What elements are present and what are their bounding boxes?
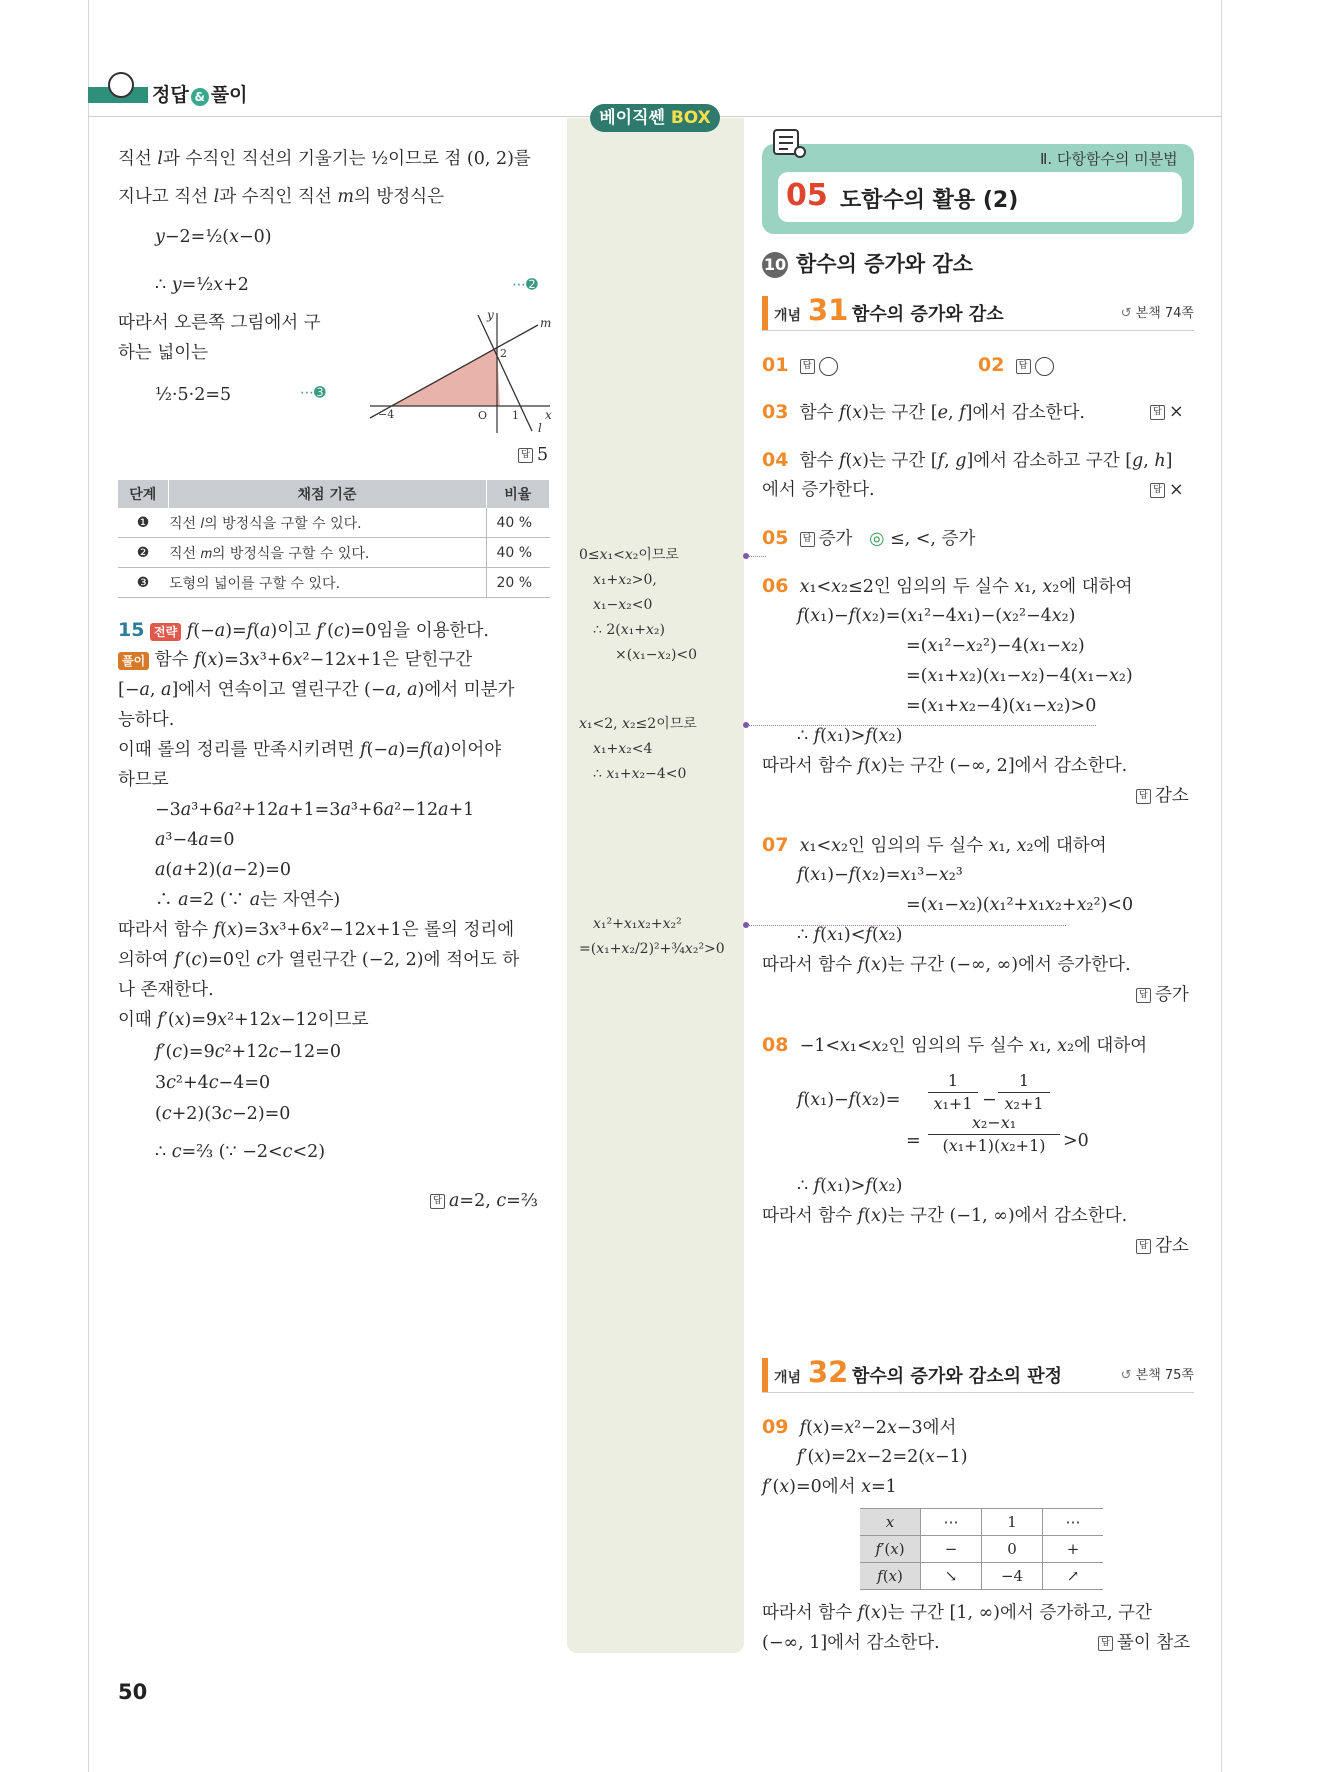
concept-title: 함수의 증가와 감소의 판정 (852, 1366, 1063, 1387)
q08-l1: −1<𝑥₁<𝑥₂인 임의의 두 실수 𝑥₁, 𝑥₂에 대하여 (799, 1036, 1148, 1056)
q08-l5: 따라서 함수 𝑓(𝑥)는 구간 (−1, ∞)에서 감소한다. (762, 1206, 1128, 1226)
step-marker-3: ⋯➌ (300, 385, 326, 401)
solution-tag: 풀이 (118, 652, 149, 670)
sign-cell: 𝑓(𝑥) (860, 1563, 921, 1590)
step-cell: ❸ (118, 568, 168, 598)
p15-s16: (𝑐+2)(3𝑐−2)=0 (155, 1104, 291, 1124)
q09-answer-value: 풀이 참조 (1117, 1633, 1191, 1653)
p15-s2: [−𝑎, 𝑎]에서 연속이고 열린구간 (−𝑎, 𝑎)에서 미분가 (118, 680, 515, 700)
p15-s3: 능하다. (118, 710, 175, 730)
side-note-1-connector (746, 556, 766, 557)
side-note-3-line: =(𝑥₁+𝑥₂/2)²+¾𝑥₂²>0 (579, 941, 725, 957)
criterion-cell: 직선 𝑚의 방정식을 구할 수 있다. (168, 538, 486, 568)
q08-l2a: 𝑓(𝑥₁)−𝑓(𝑥₂)= (797, 1090, 901, 1110)
q09-l2: 𝑓′(𝑥)=2𝑥−2=2(𝑥−1) (797, 1447, 968, 1467)
concept-title: 함수의 증가와 감소 (852, 304, 1004, 325)
side-note-3 (579, 912, 725, 962)
side-note-3-dot (743, 922, 749, 928)
q09-answer (1098, 1628, 1190, 1658)
q03-number: 03 (762, 401, 789, 423)
side-note-1-line: ∴ 2(𝑥₁+𝑥₂) (593, 622, 665, 638)
q04-text: 함수 𝑓(𝑥)는 구간 [𝑓, 𝑔]에서 감소하고 구간 [𝑔, ℎ] (799, 451, 1173, 471)
q08-fraction-1 (928, 1070, 978, 1115)
side-note-2 (579, 712, 697, 787)
concept-number: 31 (808, 293, 849, 327)
box-label-b: BOX (670, 108, 711, 128)
q06-l2: 𝑓(𝑥₁)−𝑓(𝑥₂)=(𝑥₁²−4𝑥₁)−(𝑥₂²−4𝑥₂) (797, 606, 1076, 626)
q06-line-1 (762, 571, 1133, 602)
q03-line (762, 397, 1085, 428)
q04-answer-value: × (1169, 480, 1184, 500)
left-eq-1: 𝑦−2=½(𝑥−0) (155, 227, 272, 247)
concept-32-header (762, 1355, 1194, 1393)
ratio-cell: 40 % (486, 508, 550, 538)
circle-mark-icon (1035, 357, 1054, 376)
graph-l-label: 𝑙 (538, 421, 542, 435)
q05-number: 05 (762, 527, 789, 549)
answer-icon: 답 (430, 1194, 445, 1209)
q06-l3: =(𝑥₁²−𝑥₂²)−4(𝑥₁−𝑥₂) (906, 636, 1085, 656)
concept-number: 32 (808, 1355, 849, 1389)
scoring-table (118, 480, 550, 598)
scroll-icon (770, 126, 810, 160)
sign-cell: ⋯ (921, 1509, 982, 1536)
book-reference-text: 본책 75쪽 (1135, 1368, 1194, 1383)
step-marker-2: ⋯➋ (512, 277, 538, 293)
q08-fraction-3 (928, 1112, 1060, 1157)
circle-mark-icon (819, 357, 838, 376)
concept-label: 개념 (774, 308, 802, 324)
q05-answer: 증가 (818, 529, 853, 549)
table-row (118, 538, 550, 568)
table-row (860, 1536, 1103, 1563)
q05-line (762, 523, 975, 554)
q02-number: 02 (978, 354, 1005, 376)
side-note-1-line: ×(𝑥₁−𝑥₂)<0 (615, 647, 698, 663)
q09-l1: 𝑓(𝑥)=𝑥²−2𝑥−3에서 (799, 1418, 957, 1438)
side-note-1 (579, 543, 697, 668)
side-note-2-line: ∴ 𝑥₁+𝑥₂−4<0 (593, 766, 687, 782)
topic-number: 10 (762, 252, 788, 278)
graph-label-2: 2 (500, 347, 507, 360)
answer-15 (430, 1186, 538, 1216)
answer-icon: 답 (1136, 1239, 1151, 1254)
q09-l4: 따라서 함수 𝑓(𝑥)는 구간 [1, ∞)에서 증가하고, 구간 (762, 1603, 1152, 1623)
section-title: 도함수의 활용 (2) (840, 188, 1019, 213)
q08-f2-denominator: 𝑥₂+1 (1004, 1094, 1044, 1113)
q08-gt: >0 (1063, 1131, 1089, 1151)
p15-s5: 하므로 (118, 770, 169, 790)
q04-text-2: 에서 증가한다. (762, 480, 875, 500)
target-icon: ◎ (869, 529, 885, 549)
p15-s12: 나 존재한다. (118, 980, 214, 1000)
header-title (152, 80, 247, 107)
p15-s11: 의하여 𝑓′(𝑐)=0인 𝑐가 열린구간 (−2, 2)에 적어도 하 (118, 950, 520, 970)
step-cell: ❷ (118, 538, 168, 568)
box-label-a: 베이직쎈 (599, 108, 671, 128)
p15-s14: 𝑓′(𝑐)=9𝑐²+12𝑐−12=0 (155, 1042, 341, 1062)
q06-l7: 따라서 함수 𝑓(𝑥)는 구간 (−∞, 2]에서 감소한다. (762, 756, 1128, 776)
q06-l1: 𝑥₁<𝑥₂≤2인 임의의 두 실수 𝑥₁, 𝑥₂에 대하여 (799, 577, 1133, 597)
q07-l1: 𝑥₁<𝑥₂인 임의의 두 실수 𝑥₁, 𝑥₂에 대하여 (799, 836, 1107, 856)
q08-f1-numerator: 1 (928, 1070, 978, 1093)
p15-s17: ∴ 𝑐=⅔ (∵ −2<𝑐<2) (155, 1142, 326, 1162)
book-reference: ↺ 본책 75쪽 (1120, 1368, 1194, 1383)
problem-15-line-1 (118, 645, 472, 675)
side-note-2-dot (743, 722, 749, 728)
q03-answer (1150, 397, 1184, 427)
answer-icon: 답 (1016, 359, 1031, 374)
q08-f1-denominator: 𝑥₁+1 (933, 1094, 973, 1113)
answer-15-value: 𝑎=2, 𝑐=⅔ (449, 1191, 538, 1211)
answer-icon: 답 (800, 359, 815, 374)
q01-line (762, 350, 838, 381)
sign-cell: 0 (982, 1536, 1043, 1563)
step-cell: ❶ (118, 508, 168, 538)
q08-answer-value: 감소 (1155, 1236, 1189, 1256)
q08-f3-denominator: (𝑥₁+1)(𝑥₂+1) (942, 1136, 1046, 1155)
q09-line-1 (762, 1412, 956, 1443)
q03-text: 함수 𝑓(𝑥)는 구간 [𝑒, 𝑓]에서 감소한다. (799, 403, 1085, 423)
q06-l5: =(𝑥₁+𝑥₂−4)(𝑥₁−𝑥₂)>0 (906, 696, 1097, 716)
answer-icon: 답 (1098, 1636, 1113, 1651)
p15-s4: 이때 롤의 정리를 만족시키려면 𝑓(−𝑎)=𝑓(𝑎)이어야 (118, 740, 502, 760)
header-amp: & (191, 88, 209, 106)
q04-line (762, 445, 1172, 476)
header-title-b: 풀이 (210, 84, 248, 106)
scoring-header-criterion: 채점 기준 (168, 480, 486, 508)
p15-s9: ∴ 𝑎=2 (∵ 𝑎는 자연수) (155, 890, 341, 910)
side-note-2-line: 𝑥₁+𝑥₂<4 (593, 741, 653, 757)
q06-answer-value: 감소 (1155, 786, 1189, 806)
graph-y-label: 𝑦 (487, 308, 494, 322)
topic-title: 함수의 증가와 감소 (796, 252, 973, 276)
concept-31-header (762, 293, 1194, 331)
q08-fraction-2 (998, 1070, 1050, 1115)
q06-number: 06 (762, 575, 789, 597)
sign-table (860, 1508, 1103, 1590)
header-title-a: 정답 (152, 84, 189, 106)
criterion-cell: 직선 𝑙의 방정식을 구할 수 있다. (168, 508, 486, 538)
side-note-3-line: 𝑥₁²+𝑥₁𝑥₂+𝑥₂² (593, 916, 682, 932)
q06-l6: ∴ 𝑓(𝑥₁)>𝑓(𝑥₂) (797, 726, 903, 746)
chapter-label: Ⅱ. 다항함수의 미분법 (1040, 150, 1178, 168)
graph-origin: O (478, 409, 488, 422)
left-line-6: 하는 넓이는 (118, 343, 209, 363)
basic-box-badge (590, 104, 720, 132)
sign-cell: ⋯ (1043, 1509, 1104, 1536)
graph-m-label: 𝑚 (540, 316, 552, 330)
problem-15-strategy-line (118, 615, 489, 646)
q09-number: 09 (762, 1416, 789, 1438)
q08-l4: ∴ 𝑓(𝑥₁)>𝑓(𝑥₂) (797, 1176, 903, 1196)
q07-answer-value: 증가 (1155, 985, 1189, 1005)
p15-s15: 3𝑐²+4𝑐−4=0 (155, 1073, 271, 1093)
answer-14-value: 5 (537, 445, 549, 465)
q07-line-1 (762, 830, 1107, 861)
p15-s10: 따라서 함수 𝑓(𝑥)=3𝑥³+6𝑥²−12𝑥+1은 롤의 정리에 (118, 920, 515, 940)
p15-s7: 𝑎³−4𝑎=0 (155, 830, 235, 850)
q09-l3: 𝑓′(𝑥)=0에서 𝑥=1 (762, 1477, 897, 1497)
graph-label-1: 1 (512, 409, 519, 422)
table-row (860, 1509, 1103, 1536)
answer-icon: 답 (800, 532, 815, 547)
side-note-1-line: 𝑥₁+𝑥₂>0, (593, 572, 657, 588)
concept-bar (762, 296, 768, 330)
concept-label: 개념 (774, 1370, 802, 1386)
answer-icon: 답 (1150, 483, 1165, 498)
book-reference-text: 본책 74쪽 (1135, 306, 1194, 321)
triangle-graph (360, 305, 560, 435)
sign-cell: −4 (982, 1563, 1043, 1590)
side-note-2-line: 𝑥₁<2, 𝑥₂≤2이므로 (579, 716, 697, 732)
criterion-cell: 도형의 넓이를 구할 수 있다. (168, 568, 486, 598)
side-note-1-line: 𝑥₁−𝑥₂<0 (593, 597, 653, 613)
page-number: 50 (118, 1680, 148, 1704)
table-row (118, 508, 550, 538)
sign-cell: − (921, 1536, 982, 1563)
q08-f2-numerator: 1 (998, 1070, 1050, 1093)
p15-s1: 함수 𝑓(𝑥)=3𝑥³+6𝑥²−12𝑥+1은 닫힌구간 (154, 650, 473, 670)
q07-l4: ∴ 𝑓(𝑥₁)<𝑓(𝑥₂) (797, 925, 903, 945)
q08-number: 08 (762, 1034, 789, 1056)
sign-cell: + (1043, 1536, 1104, 1563)
left-line-2: 지나고 직선 𝑙과 수직인 직선 𝑚의 방정식은 (118, 187, 445, 207)
problem-15-number: 15 (118, 619, 145, 641)
concept-bar (762, 1358, 768, 1392)
answer-icon: 답 (1150, 405, 1165, 420)
q07-l2: 𝑓(𝑥₁)−𝑓(𝑥₂)=𝑥₁³−𝑥₂³ (797, 865, 963, 885)
left-line-1: 직선 𝑙과 수직인 직선의 기울기는 ½이므로 점 (0, 2)를 (118, 149, 531, 169)
problem-15-strategy: 𝑓(−𝑎)=𝑓(𝑎)이고 𝑓′(𝑐)=0임을 이용한다. (186, 621, 489, 641)
sign-cell: ↗ (1043, 1563, 1104, 1590)
side-note-column (567, 118, 744, 1653)
q05-hint: ≤, <, 증가 (889, 529, 976, 549)
p15-s13: 이때 𝑓′(𝑥)=9𝑥²+12𝑥−12이므로 (118, 1010, 369, 1030)
table-row (118, 568, 550, 598)
sign-cell: 1 (982, 1509, 1043, 1536)
p15-s8: 𝑎(𝑎+2)(𝑎−2)=0 (155, 860, 292, 880)
answer-icon: 답 (1136, 789, 1151, 804)
scoring-header-row (118, 480, 550, 508)
left-eq-3: ½·5·2=5 (155, 385, 232, 405)
ratio-cell: 20 % (486, 568, 550, 598)
q02-line (978, 350, 1054, 381)
answer-14 (518, 440, 548, 470)
q01-number: 01 (762, 354, 789, 376)
left-line-5: 따라서 오른쪽 그림에서 구 (118, 313, 321, 333)
graph-label-neg4: −4 (378, 408, 395, 421)
strategy-tag: 전략 (150, 623, 181, 641)
section-number: 05 (786, 178, 828, 213)
q06-l4: =(𝑥₁+𝑥₂)(𝑥₁−𝑥₂)−4(𝑥₁−𝑥₂) (906, 666, 1133, 686)
side-note-1-line: 0≤𝑥₁<𝑥₂이므로 (579, 547, 679, 563)
side-note-1-dot (743, 553, 749, 559)
q08-eq: = (906, 1131, 921, 1151)
q09-l5: (−∞, 1]에서 감소한다. (762, 1633, 940, 1653)
q08-f3-numerator: 𝑥₂−𝑥₁ (928, 1112, 1060, 1135)
p15-s6: −3𝑎³+6𝑎²+12𝑎+1=3𝑎³+6𝑎²−12𝑎+1 (155, 800, 475, 820)
answer-icon: 답 (518, 448, 533, 463)
q07-answer (1136, 980, 1189, 1010)
sign-cell: ↘ (921, 1563, 982, 1590)
book-reference: ↺ 본책 74쪽 (1120, 306, 1194, 321)
answer-icon: 답 (1136, 988, 1151, 1003)
sign-cell: 𝑓′(𝑥) (860, 1536, 921, 1563)
q07-number: 07 (762, 834, 789, 856)
scoring-header-ratio: 비율 (486, 480, 550, 508)
q04-answer (1150, 475, 1184, 505)
ratio-cell: 40 % (486, 538, 550, 568)
q06-answer (1136, 781, 1189, 811)
q03-answer-value: × (1169, 402, 1184, 422)
graph-x-label: 𝑥 (545, 408, 552, 422)
q08-answer (1136, 1231, 1189, 1261)
q08-line-1 (762, 1030, 1147, 1061)
q04-number: 04 (762, 449, 789, 471)
q07-l3: =(𝑥₁−𝑥₂)(𝑥₁²+𝑥₁𝑥₂+𝑥₂²)<0 (906, 895, 1134, 915)
clock-icon (108, 72, 134, 98)
q07-l5: 따라서 함수 𝑓(𝑥)는 구간 (−∞, ∞)에서 증가한다. (762, 955, 1131, 975)
table-row (860, 1563, 1103, 1590)
q08-minus: − (982, 1090, 997, 1110)
scoring-header-step: 단계 (118, 480, 168, 508)
sign-cell: 𝑥 (860, 1509, 921, 1536)
side-note-3-connector (746, 925, 1066, 926)
left-eq-2: ∴ 𝑦=½𝑥+2 (155, 275, 249, 295)
